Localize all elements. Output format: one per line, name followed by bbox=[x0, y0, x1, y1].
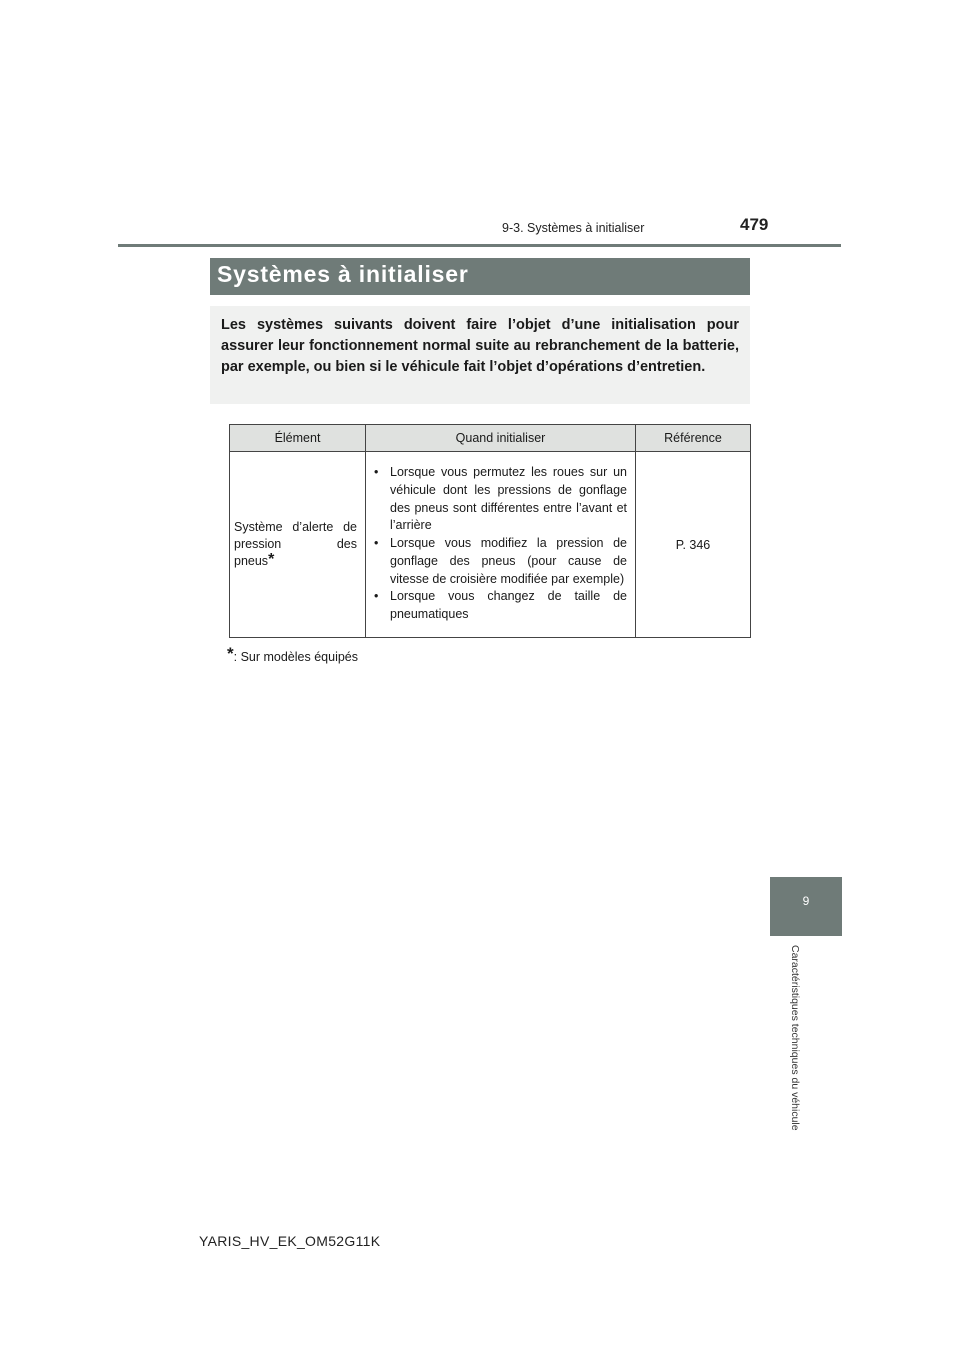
chapter-label-wrapper bbox=[785, 945, 805, 1145]
intro-box bbox=[210, 306, 750, 404]
column-header-element: Élément bbox=[230, 425, 366, 452]
cell-reference: P. 346 bbox=[636, 452, 751, 638]
list-item bbox=[374, 464, 627, 535]
column-header-when: Quand initialiser bbox=[366, 425, 636, 452]
page-title: Systèmes à initialiser bbox=[217, 261, 469, 287]
footnote-marker: * bbox=[227, 644, 234, 663]
footnote-marker: * bbox=[268, 551, 275, 568]
chapter-tab bbox=[770, 877, 842, 936]
page-number: 479 bbox=[740, 215, 769, 234]
element-name-last: pneus bbox=[234, 554, 269, 568]
title-bar bbox=[210, 258, 750, 295]
initialization-table bbox=[229, 424, 751, 638]
list-item-text: Lorsque vous modifiez la pression de gonflage des pneus (pour cause de vitesse de croisière modifiée par exemple) bbox=[390, 536, 627, 586]
footnote-text: : Sur modèles équipés bbox=[233, 650, 359, 664]
list-item bbox=[374, 588, 627, 624]
footnote bbox=[227, 646, 358, 666]
when-list bbox=[374, 464, 627, 624]
list-item-text: Lorsque vous changez de taille de pneumatiques bbox=[390, 589, 627, 622]
cell-when bbox=[366, 452, 636, 638]
element-name-end bbox=[234, 553, 357, 570]
table-row bbox=[230, 452, 751, 638]
bullet: • bbox=[374, 536, 379, 551]
element-name: Système d’alerte de pression des bbox=[234, 520, 357, 551]
list-item-text: Lorsque vous permutez les roues sur un véhicule dont les pressions de gonflage des pneus sont différentes entre l’avant et l’arrière bbox=[390, 464, 627, 533]
header-divider bbox=[118, 244, 841, 247]
column-header-reference: Référence bbox=[636, 425, 751, 452]
chapter-label: Caractéristiques techniques du véhicule bbox=[789, 945, 801, 1131]
document-code: YARIS_HV_EK_OM52G11K bbox=[199, 1233, 381, 1249]
bullet: • bbox=[374, 589, 379, 604]
intro-text: Les systèmes suivants doivent faire l’objet d’une initialisation pour assurer leur fonctionnement normal suite au rebranchement de la batterie, par exemple, ou bien si le véhicule fait l’objet d’opérations d’entretien. bbox=[221, 317, 739, 375]
chapter-number: 9 bbox=[802, 894, 810, 908]
list-item bbox=[374, 535, 627, 588]
section-heading: 9-3. Systèmes à initialiser bbox=[502, 221, 645, 235]
cell-element bbox=[230, 452, 366, 638]
table-header-row bbox=[230, 425, 751, 452]
bullet: • bbox=[374, 464, 379, 479]
